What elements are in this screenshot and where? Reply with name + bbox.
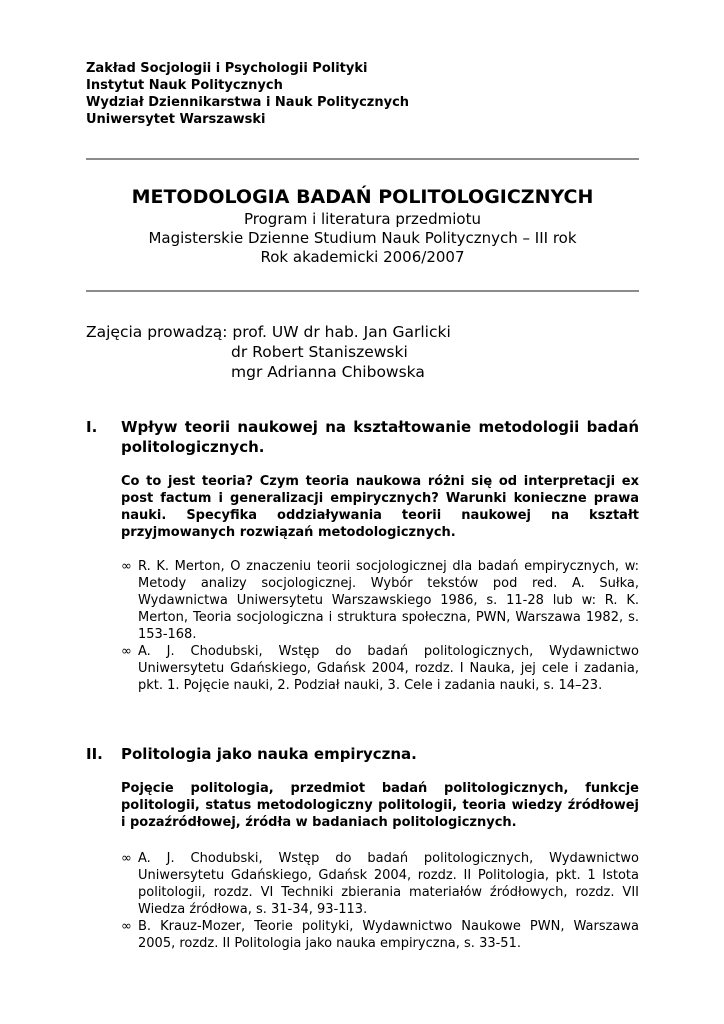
infinity-bullet-icon: ∞ [121, 644, 132, 659]
reference-item [121, 558, 639, 643]
reference-text: A. J. Chodubski, Wstęp do badań politologicznych, Wydawnictwo Uniwersytetu Gdańskiego, Gdańsk 2004, rozdz. II Politologia, pkt. 1 Istota politologii, rozdz. VI Techniki zbierania materiałów źródłowych, rozdz. VII Wiedza źródłowa, s. 31-34, 93-113. [138, 851, 639, 917]
divider-top [86, 158, 639, 160]
institution-line: Instytut Nauk Politycznych [86, 78, 283, 93]
reference-item [121, 643, 639, 694]
infinity-bullet-icon: ∞ [121, 919, 132, 934]
section-title: Wpływ teorii naukowej na kształtowanie metodologii badań politologicznych. [121, 418, 639, 456]
teacher-name: dr Robert Staniszewski [231, 343, 408, 361]
reference-list [121, 558, 639, 694]
reference-text: R. K. Merton, O znaczeniu teorii socjologicznej dla badań empirycznych, w: Metody analizy socjologicznej. Wybór tekstów pod red. A. Sułka, Wydawnictwa Uniwersytetu Warszawskiego 1986, s. 11-28 lub w: R. K. Merton, Teoria socjologiczna i struktura społeczna, PWN, Warszawa 1982, s. 153-168. [138, 559, 639, 642]
section-description: Pojęcie politologia, przedmiot badań politologicznych, funkcje politologii, status metodologiczny politologii, teoria wiedzy źródłowej i pozaźródłowej, źródła w badaniach politologicznych. [121, 781, 639, 830]
course-title-block [86, 184, 639, 267]
institution-line: Zakład Socjologii i Psychologii Polityki [86, 61, 368, 76]
teachers-label: Zajęcia prowadzą: [86, 323, 228, 341]
section-heading [86, 417, 639, 457]
teacher-name: prof. UW dr hab. Jan Garlicki [232, 323, 451, 341]
reference-item [121, 918, 639, 952]
institution-line: Wydział Dziennikarstwa i Nauk Politycznych [86, 95, 410, 110]
teacher-name: mgr Adrianna Chibowska [231, 363, 425, 381]
course-title: METODOLOGIA BADAŃ POLITOLOGICZNYCH [131, 186, 594, 208]
teachers-block [86, 322, 451, 382]
infinity-bullet-icon: ∞ [121, 851, 132, 866]
reference-text: A. J. Chodubski, Wstęp do badań politologicznych, Wydawnictwo Uniwersytetu Gdańskiego, Gdańsk 2004, rozdz. I Nauka, jej cele i zadania, pkt. 1. Pojęcie nauki, 2. Podział nauki, 3. Cele i zadania nauki, s. 14–23. [138, 644, 639, 693]
infinity-bullet-icon: ∞ [121, 559, 132, 574]
section-number: I. [86, 418, 98, 436]
section-description: Co to jest teoria? Czym teoria naukowa różni się od interpretacji ex post factum i generalizacji empirycznych? Warunki konieczne prawa nauki. Specyfika oddziaływania teorii naukowej na kształt przyjmowanych rozwiązań metodologicznych. [121, 474, 639, 540]
divider-bottom [86, 290, 639, 292]
reference-list [121, 850, 639, 952]
section-title: Politologia jako nauka empiryczna. [121, 745, 417, 763]
course-subtitle-line: Rok akademicki 2006/2007 [260, 248, 465, 266]
institution-line: Uniwersytet Warszawski [86, 112, 266, 127]
reference-text: B. Krauz-Mozer, Teorie polityki, Wydawnictwo Naukowe PWN, Warszawa 2005, rozdz. II Politologia jako nauka empiryczna, s. 33-51. [138, 919, 639, 951]
course-subtitle-line: Magisterskie Dzienne Studium Nauk Politycznych – III rok [148, 229, 577, 247]
institution-block [86, 60, 409, 128]
course-subtitle-line: Program i literatura przedmiotu [244, 210, 481, 228]
section-number: II. [86, 745, 103, 763]
reference-item [121, 850, 639, 918]
section-heading [86, 744, 639, 764]
